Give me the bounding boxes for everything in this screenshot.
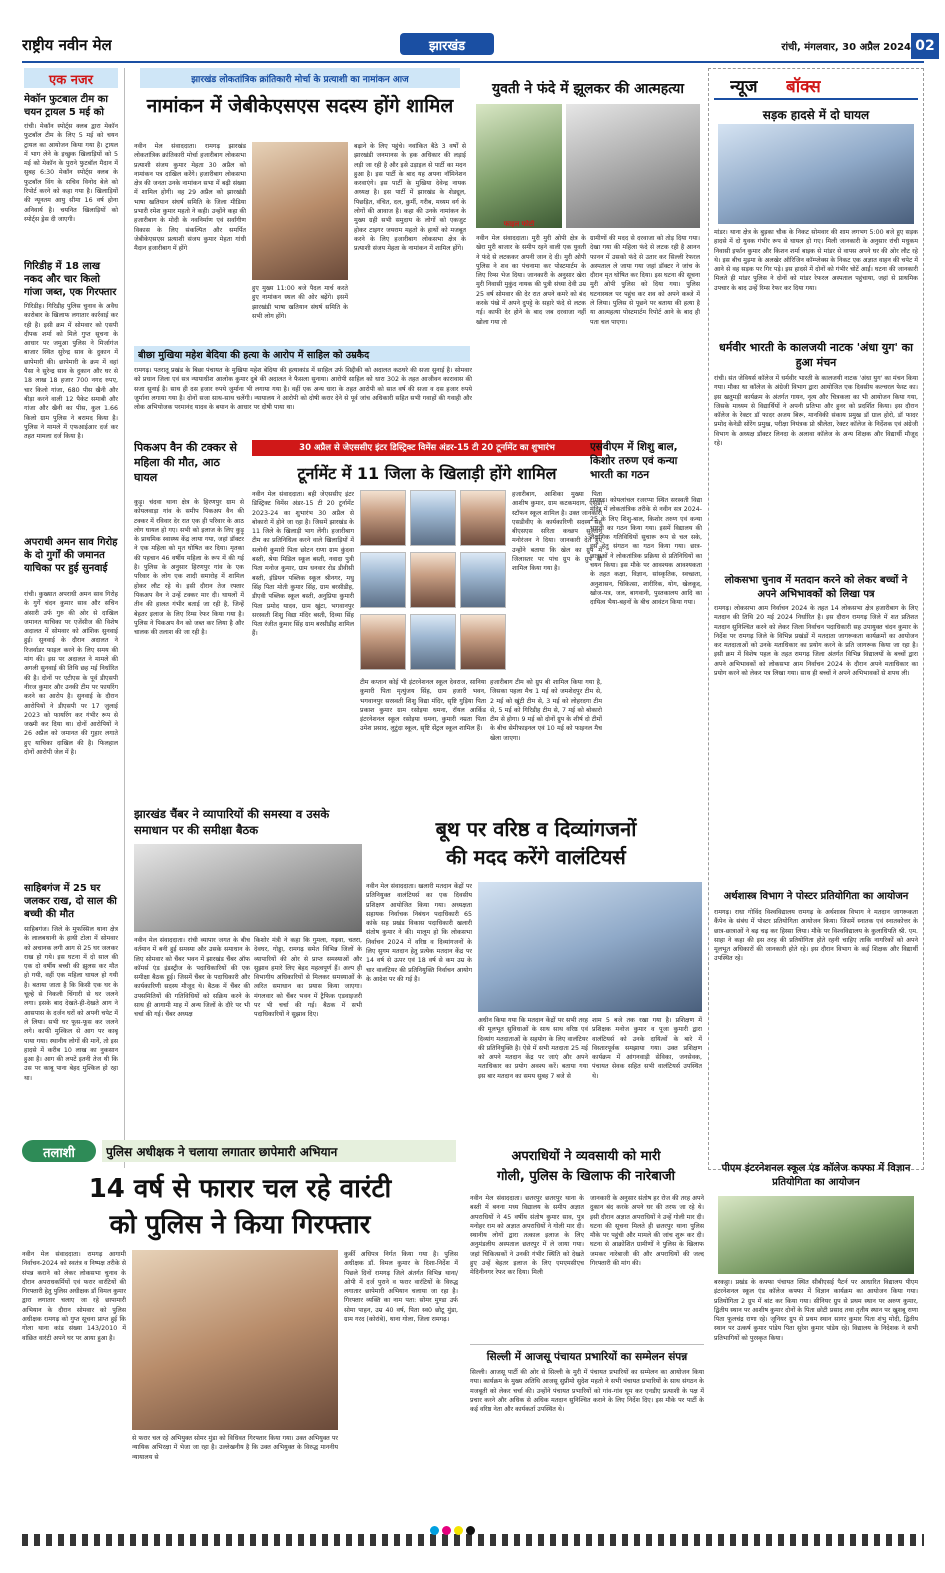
player-photo (460, 614, 506, 670)
section-label: झारखंड (428, 39, 466, 54)
swatch-magenta (442, 1526, 451, 1535)
chamber-meeting-photo (134, 844, 362, 932)
nb-3-body: रामगढ़। लोकसभा आम निर्वाचन 2024 के तहत 14 लोकसभा क्षेत्र हजारीबाग के लिए मतदान की तिथि 20 मई 2024 निर्धारित है। इस दौरान रामगढ़ जिले में शत प्रतिशत मतदान सुनिश्चित करने को लेकर जिला निर्वाचन पदाधिकारी सह उपायुक्त चंदन कुमार के निर्देश पर रामगढ़ जिले के विभिन्न प्रखंडों में मतदाता जागरूकता कार्यक्रमों का आयोजन कर मतदाताओं को उनके मताधिकार का प्रयोग करने के प्रति जागरूक किया जा रहा है। इसी क्रम में विशेष पहल के तहत रामगढ़ जिला अंतर्गत विभिन्न विद्यालयों के बच्चों द्वारा अपने अभिभावकों को लोकसभा आम निर्वाचन 2024 के दौरान अपने मताधिकार का प्रयोग करने को लेकर पत्र लिखा गया। साथ ही बच्चों ने अपने अभिभावकों से शपथ ली। (714, 605, 918, 678)
volunteers-headline-1: बूथ पर वरिष्ठ व दिव्यांगजनों (435, 817, 637, 841)
news-box-rule (714, 98, 918, 100)
police-body-1: नवीन मेल संवाददाता। रामगढ़ आगामी निर्वाचन-2024 को स्वतंत्र व निष्पक्ष तरीके से संपन्न कराने को लेकर लोकसभा चुनाव के दौरान अपराधकर्मियों एवं फरार वारंटियों की गिरफ्तारी हेतु पुलिस अधीक्षक डॉ विमल कुमार द्वारा लगातार चलाए जा रहे छापामारी अभियान के दौरान सोमवार को पुलिस अधीक्षक रामगढ़ को गुप्त सूचना प्राप्त हुई कि गोला थाना कांड संख्या 143/2010 में वांछित वारंटी अपने घर पर आया हुआ है। (22, 1251, 126, 1342)
volunteers-body-2: अधीन किया गया कि मतदान केंद्रों पर सभी तरह की मूलभूत सुविधाओं के साथ साथ वरिष्ठ एवं दिव्यांग मतदाताओं के सहयोग के लिए वालंटियर की प्रतिनियुक्ति है। ऐसे में सभी मतदाता 25 मई को अपने मतदान केंद्र पर जाएं और अपने मताधिकार का प्रयोग अवश्य करें। बताया गया इस बार मतदान का समय सुबह 7 बजे से (478, 1017, 588, 1080)
silli-body: सिल्ली। आजसू पार्टी की ओर से सिल्ली के मुरी में पंचायत प्रभारियों का सम्मेलन का आयोजन किया गया। कार्यक्रम के मुख्य अतिथि आजसू सुप्रीमो सुदेश महतो ने सभी पंचायत प्रभारियों के साथ संगठन के मजबूती को लेकर चर्चा की। उन्होंने पंचायत प्रभारियों को गांव-गांव घूम कर एनडीए प्रत्याशी के पक्ष में प्रचार करने और अधिक से अधिक मतदान सुनिश्चित कराने के लिए निर्देश दिए। इस मौके पर पार्टी के कई वरिष्ठ नेता और कार्यकर्ता उपस्थित थे। (470, 1369, 704, 1414)
nb-5-body: बरकट्ठा। प्रखंड के कफ्फा पंचायत स्थित सीबीएसई पैटर्न पर आधारित विद्यालय पीएम इंटरनेशनल स्कूल एंड कॉलेज कफ्फा में विज्ञान कार्यक्रम का आयोजन किया गया। प्रतियोगिता 2 ग्रुप में बांट कर किया गया। सीनियर ग्रुप से प्रथम स्थान पर अरुण कुमार, द्वितीय स्थान पर आशीष कुमार दोनों के पिता छोटी प्रसाद तथा तृतीय स्थान पर खुशबू राणा पिता फूलचंद्र राणा रहे। जूनियर ग्रुप से प्रथम स्थान सागर कुमार पिता शंभु मोदी, द्वितीय स्थान पर उत्कर्ष कुमार पांडेय पिता सुरेश कुमार पांडेय रहे। विद्यालय के निदेशक ने सभी प्रतिभागियों को पुरस्कृत किया। (714, 1279, 918, 1342)
tournament-body-3: टीम कप्तान कोई भी इंटरनेशनल स्कूल देवराज, सानिया कुमारी पिता मृत्युंजय सिंह, ग्राम हजारी भवन, भगवानपुर सरस्वती शिशु विद्या मंदिर, सृष्टि गुड़िया पिता प्रकाश कुमार ग्राम रसोइया धमना, रॉयल आर्किड इंटरनेशनल स्कूल रसोइया धमना, कुमारी नम्रता पिता उमेश प्रसाद, लुटुंदा स्कूल, सृष्टि सेंट्रल स्कूल शामिल हैं। (360, 679, 486, 733)
yuvati-body-2: ग्रामीणों की मदद से दरवाजा को तोड़ दिया गया। देखा गया की महिला फंदे से लटक रही है आनन फानन में उसको फंदे से उतार कर सिल्ली रेफरल अस्पताल ले जाया गया जहां डॉक्टर ने जांच के दौरान मृत घोषित कर दिया। इस घटना की सूचना मुरी ओपी पुलिस को दिया गया। पुलिस घटनास्थल पर पहुंच कर शव को अपने कब्जे में ले लिया। पुलिस से पूछने पर बताया की हत्या है या आत्महत्या पोस्टमार्टम रिपोर्ट आने के बाद ही पता चल पाएगा। (590, 235, 700, 326)
tournament-headline: टूर्नामेंट में 11 जिला के खिलाड़ी होंगे शामिल (297, 464, 557, 483)
yuvati-headline: युवती ने फंदे में झूलकर की आत्महत्या (492, 81, 684, 97)
volunteers-body-3: शाम 5 बजे तक रखा गया है। प्रशिक्षण में प्रशिक्षक मनोज कुमार व पूजा कुमारी द्वारा वालंटियर्स को उनके दायित्वों के बारे में विस्तारपूर्वक समझाया गया। उक्त प्रशिक्षण कार्यक्रम में आंगनवाड़ी सेविका, जनसेवक, पंचायत सेवक सहित सभी वालंटियर्स उपस्थित थे। (592, 1017, 702, 1080)
tournament-kicker: 30 अप्रैल से जेएससीए इंटर डिस्ट्रिक्ट विमेंस अंडर-15 टी 20 टूर्नामेंट का शुभारंभ (299, 443, 555, 453)
dateline: रांची, मंगलवार, 30 अप्रैल 2024 (781, 42, 911, 53)
ek-nazar-2-body: गिरिडीह। गिरिडीह पुलिस चुनाव के अवैध कारोबार के खिलाफ लगातार कार्रवाई कर रही है। इसी क्रम में सोमवार को एसपी दीपक शर्मा को मिले गुप्त सूचना के आधार पर जमुआ पुलिस ने मिर्जागंज बाजार स्थित सुरेन्द्र साव के दुकान में छापेमारी की। छापेमारी के क्रम में वहां पैसा ने सुरेन्द्र साव के दुकान और घर से 18 लाख 18 हजार 700 नगद रुपए, चार किलो गांजा, 680 पीस खैनी और बीड़ा करने वाली 12 पैकेट समाबी और गांजा और खैनी का पीस, कुल 1.66 किलो ग्राम पुलिस ने बरामद किया है। पुलिस ने मामले में एफआईआर दर्ज कर तहत मामला दर्ज किया है। (24, 303, 118, 441)
ek-nazar-3-headline: अपराधी अमन साव गिरोह के दो गुर्गों की जमानत याचिका पर हुई सुनवाई (24, 537, 118, 574)
science-competition-photo (718, 1196, 914, 1274)
nb-4-headline: अर्थशास्त्र विभाग ने पोस्टर प्रतियोगिता का आयोजन (723, 891, 909, 902)
police-headline-1: 14 वर्ष से फारार चल रहे वारंटी (88, 1174, 392, 1204)
police-body-3: से फरार चल रहे अभियुक्त सोमर मुंडा को विधिवत गिरफ्तार किया गया। उक्त अभियुक्त पर न्यायिक अभिरक्षा में भेजा जा रहा है। उल्लेखनीय है कि उक्त अभियुक्त के विरुद्ध माननीय न्यायालय से (132, 1435, 338, 1461)
pickup-body: कुड़ू। चंदवा थाना क्षेत्र के हिरणपुर ग्राम से कोयलवाड़ा गांव के समीप पिकअप वैन की टक्कर में रविवार देर रात एक ही परिवार के आठ लोग घायल हो गए। सभी को इलाज के लिए कुड़ू के प्राथमिक स्वास्थ्य केंद्र लाया गया, जहां डॉक्टर ने एक महिला को मृत घोषित कर दिया। मृतका की पहचान 46 वर्षीय महिला के रूप में की गई है। पुलिस के अनुसार हिरणपुर गांव के एक परिवार के लोग एक शादी समारोह में शामिल होकर लौट रहे थे। इसी दौरान तेज रफ्तार पिकअप वैन ने उन्हें टक्कर मार दी। घायलों में तीन की हालत गंभीर बताई जा रही है, जिन्हें बेहतर इलाज के लिए रिम्स रेफर किया गया है। पुलिस ने पिकअप वैन को जब्त कर लिया है और चालक की तलाश की जा रही है। (134, 499, 244, 637)
loot-body-1: नवीन मेल संवाददाता। छतरपुर छतरपुर थाना के बस्ती में बनना मध्य विद्यालय के समीप अज्ञात अपराधियों ने 45 वर्षीय संतोष कुमार साव, पुत्र मनोहर राम को अज्ञात अपराधियों ने गोली मार दी। स्थानीय लोगों द्वारा तत्काल इलाज के लिए अनुमंडलीय अस्पताल छतरपुर में ले जाया गया। जहां चिकित्सकों ने उनकी गंभीर स्थिति को देखते हुए उन्हें बेहतर इलाज के लिए एमएमसीएच मेदिनीनगर रेफर कर दिया। मिली (470, 1195, 584, 1277)
masthead (22, 33, 935, 59)
jmm-kicker: झारखंड लोकतांत्रिक क्रांतिकारी मोर्चा के प्रत्याशी का नामांकन आज (191, 75, 409, 85)
player-photo (410, 490, 456, 546)
police-tag: तलाशी (43, 1146, 75, 1161)
column-divider (124, 68, 125, 1168)
ek-nazar-4-headline: साहिबगंज में 25 घर जलकर राख, दो साल की बच्ची की मौत (24, 883, 117, 920)
jmm-body-2: बढ़ाने के लिए पहुंचे। नवांकित बैठे 3 वर्षों से झारखंडी जनमानस के हक अधिकार की लड़ाई लड़ी जा रही है और इसे उड़ाइल से पार्टी का मदन हुआ है। इस पार्टी के बाद यह अपना नॉमिनेशन करवाएंगे। इस पार्टी के मुखिया देवेन्द्र नायक अध्यक्ष है। इस पार्टी में झारखंड के शेड्यूल, पिछड़ित, वंचित, दल, कुर्मी, गरीब, मध्यम वर्ग के लोगों की आवाज है। कहा की उनके नामांकन के मुख्य ग्रही सभी समुदाय के लोगों को एकजुट होकर टाइगर जयराम महतो के हाथों को मजबूत करने के लिए हजारीबाग लोकसभा क्षेत्र के प्रत्याशी संजय मेहता के नामांकन में शामिल होंगे। (354, 143, 466, 253)
svm-body: रामगढ़। कोयलांचल रजरप्पा स्थित सरस्वती विद्या मंदिर में लोकतांत्रिक तरीके से नवीन सत्र 2024-25 के लिए शिशु-बाल, किशोर तरुण एवं कन्या भारती का गठन किया गया। इसमें विद्यालय की शैक्षणिक गतिविधियों सुचारू रूप से चल सके, इस हेतु संगठन का गठन किया गया। छात्र-छात्राओं ने लोकतांत्रिक प्रक्रिया से प्रतिनिधियों का चयन किया। इस मौके पर आवश्यक आवश्यकता के तहत कक्षा, विज्ञान, सांस्कृतिक, स्वच्छता, अनुशासन, चिकित्सा, शारीरिक, योग, खेलकूद, खोज-पत्र, जल, बागवानी, पुस्तकालय आदि का दायित्व भैया-बहनों के बीच आवंटन किया गया। (590, 497, 702, 607)
page-number: 02 (911, 33, 939, 59)
police-body-2: कुर्की अधिपत्र निर्गत किया गया है। पुलिस अधीक्षक डॉ. विमल कुमार के दिशा-निर्देश में पिछले दिनों रामगढ़ जिले अंतर्गत विभिन्न थाना/ओपी में दर्ज पुराने व फरार वारंटियों के विरुद्ध लगातार छापेमारी अभियान चलाया जा रहा है। गिरफ्तार व्यक्ति का नाम पता: सोमर मुण्डा उर्फ सोमा पाहन, उम्र 40 वर्ष, पिता स्व0 छोटू मुंडा, ग्राम गरद (कोरांबे), थाना गोला, जिला रामगढ़। (344, 1251, 458, 1324)
nb-3-headline: लोकसभा चुनाव में मतदान करने को लेकर बच्चों ने अपने अभिभावकों को लिखा पत्र (724, 575, 908, 600)
svm-headline: एसवीएम में शिशु बाल, किशोर तरुण एवं कन्या भारती का गठन (590, 441, 678, 481)
chamber-body-2: किशोर मंत्री ने कहा कि गुमला, गढ़वा, चतरा, देवघर, गोड्डा, रामगढ़ समेत विभिन्न जिलों के व्यापारियों की ओर से प्राप्त समस्याओं और सुझाव हमारे लिए बेहद महत्वपूर्ण हैं। अल्प ही विभागीय अधिकारियों से मिलकर समस्याओं के त्वरित समाधान का प्रयास किया जाएगा। मंगलवार को चैंबर भवन में ट्रैफिक एडवाइजरी पर भी चर्चा की गई। बैठक में सभी पदाधिकारियों ने सुझाव दिए। (254, 937, 362, 1019)
loot-headline-1: अपराधियों ने व्यवसायी को मारी (511, 1149, 661, 1164)
nb-1-body: मांडर। थाना क्षेत्र के बुड़का चौक के निकट सोमवार की शाम लगभग 5:00 बजे हुए सड़क हादसे में दो युवक गंभीर रूप से घायल हो गए। मिली जानकारी के अनुसार रांची मधुकम निवासी इर्फान कुमार और किशन शर्मा बाइक से मांडर से वापस अपने घर की ओर लौट रहे थे। इस बीच मुड़मा के अलखेर ऑरिजिन कॉम्प्लेक्स के निकट एक अज्ञात वाहन की चपेट में आने से वह सड़क पर गिर पड़े। इस हादसे में दोनों को गंभीर चोटें आईं। घटना की जानकारी मिलते ही मांडर पुलिस ने दोनों को मांडर रेफरल अस्पताल पहुंचाया, जहां से प्राथमिक उपचार के बाद उन्हें रिम्स रेफर कर दिया गया। (714, 229, 918, 292)
yuvati-photo-2 (566, 104, 700, 228)
player-photo (360, 614, 406, 670)
chamber-headline: झारखंड चैंबर ने व्यापारियों की समस्या व उसके समाधान पर की समीक्षा बैठक (134, 807, 330, 837)
tournament-body-2: हजारीबाग, आशिका मुख्या पिता आशीष कुमार, ग्राम कटकमदाग, एसडी स्टॉफन स्कूल शामिल है। उक्त जानकारी एसडीवीए के कार्यकारिणी सदस्य सह बीएसएस सरिता कच्छप सुल्तान मनोरंजन ने दिया। जानकारी देते हुए उन्होंने बताया कि खेल का ग्रुप में जिलास्तर पर पांच ग्रुप के ग्रुप बी शामिल किया गया है। (512, 491, 602, 573)
bichha-headline: बीछा मुखिया महेश बेदिया की हत्या के आरोप में साहिल को उम्रकैद (138, 350, 370, 361)
silli-rule (470, 1344, 704, 1345)
ek-nazar-label: एक नजर (49, 73, 93, 88)
police-kicker: पुलिस अधीक्षक ने चलाया लगातार छापेमारी अभियान (106, 1145, 338, 1159)
pickup-headline: पिकअप वैन की टक्कर से महिला की मौत, आठ घायल (134, 441, 237, 484)
jmm-photo-caption: हुए मुख्य 11:00 बजे पैदल मार्च करते हुए नामांकन स्थल की ओर बढ़ेंगे। इसमें झारखंडी भाषा खतियान संघर्ष समिति के सभी लोग होंगे। (252, 285, 348, 320)
footer-registration-bar (22, 1534, 924, 1546)
chamber-body-1: नवीन मेल संवाददाता। रांची व्यापार जगत के बीच वर्तमान में बनी हुई समस्या और उसके समाधान के लिए सोमवार को चैंबर भवन में झारखंड चैंबर ऑफ कॉमर्स एंड इंडस्ट्रीज के पदाधिकारियों की एक समीक्षा बैठक हुई। जिसमें चैंबर के पदाधिकारी और कार्यकारिणी सदस्य मौजूद थे। बैठक में चैंबर की उपसमितियों की गतिविधियों को सक्रिय करने के साथ ही आगामी माह में अन्य जिलों के दौरे पर भी चर्चा की गई। चैंबर अध्यक्ष (134, 937, 250, 1019)
player-photo (360, 552, 406, 608)
color-swatches (430, 1520, 520, 1532)
volunteers-body-1: नवीन मेल संवाददाता। खलारी मतदान केंद्रों पर प्रतिनियुक्त वालंटियर्स का एक दिवसीय प्रशिक्षण आयोजित किया गया। अध्यक्षता सहायक निर्वाचक निबंधन पदाधिकारी 65 कांके सह प्रखंड विकास पदाधिकारी खलारी संतोष कुमार ने की। मालूम हो कि लोकसभा निर्वाचन 2024 में वरिष्ठ व दिव्यांगजनों के लिए सुगम मतदान हेतु प्रत्येक मतदान केंद्र पर 14 वर्ष से ऊपर एवं 18 वर्ष से कम उम्र के चार वालंटियर की प्रतिनियुक्ति निर्वाचन आयोग के आदेश पर की गई है। (366, 883, 472, 983)
ek-nazar-4-body: साहिबगंज। जिले के मुफस्सिल थाना क्षेत्र के लालबथानी के हाथी टोला में सोमवार को अचानक लगी आग से 25 घर जलकर राख हो गये। इस घटना में दो साल की एक दो वर्षीय बच्ची की झुलस कर मौत हो गयी, वहीं एक महिला घायल हो गयी है। बताया जाता है कि किसी एक घर के चूल्हे से निकली चिंगारी से घर जलने लगा। इसके बाद देखते-ही-देखते आग ने आसपास के दर्जन घरों को अपनी चपेट में ले लिया। सभी घर फूस-फूस कर जलने लगे। काफी मुश्किल से आग पर काबू पाया गया। स्थानीय लोगों की मानें, तो इस हादसे में करीब 10 लाख का नुकसान हुआ है। आग की लपटें इतनी तेज थी कि उस पर काबू पाना बेहद मुश्किल हो रहा था। (24, 926, 118, 1082)
ek-nazar-1-headline: मेकॉन फुटबाल टीम का चयन ट्रायल 5 मई को (24, 94, 108, 118)
nb-2-body: रांची। संत जेवियर्स कॉलेज में धर्मवीर भारती के कालजयी नाटक 'अंधा युग' का मंचन किया गया। मौका था कॉलेज के अंग्रेजी विभाग द्वारा आयोजित एक दिवसीय कल्चरल फेस्ट का। इस खतुमड़ी कार्यक्रम के अंतर्गत गायन, नृत्य और चित्रकला का भी आयोजन किया गया, जिसके माध्यम से विद्यार्थियों ने अपनी प्रतिभा और हुनर को प्रदर्शित किया। इस दौरान कॉलेज के रेक्टर डॉ फादर अजय बिरू, मानविकी संकाय प्रमुख डॉ ग्राल होरो, डॉ फादर प्रमोद केनेडी सोरेंग प्रमुख, परीक्षा नियंत्रक प्रो श्रीलेता, रेक्टर कॉलेज के निर्देशक एवं अंग्रेजी विभाग के अध्यक्ष डॉक्टर लिनदा के अलावा कॉलेज के अन्य शिक्षक और विद्यार्थी मौजूद रहे। (714, 375, 918, 448)
volunteers-training-photo (478, 882, 702, 1012)
police-headline-2: को पुलिस ने किया गिरफ्तार (109, 1210, 371, 1240)
silli-headline: सिल्ली में आजसू पंचायत प्रभारियों का सम्मेलन संपन्न (486, 1351, 688, 1363)
yuvati-photo-label: फाइल फोटो (503, 220, 535, 228)
loot-body-2: जानकारी के अनुसार संतोष हर रोज की तरह अपने दुकान बंद करके अपने घर की तरफ जा रहे थे। इसी दौरान अज्ञात अपराधियों ने उन्हें गोली मार दी। घटना की सूचना मिलते ही छतरपुर थाना पुलिस मौके पर पहुंची और मामले की जांच शुरू कर दी। घटना से आक्रोशित ग्रामीणों ने पुलिस के खिलाफ जमकर नारेबाजी की और अपराधियों की जल्द गिरफ्तारी की मांग की। (590, 1195, 704, 1268)
player-photo (460, 552, 506, 608)
swatch-black (466, 1526, 475, 1535)
ek-nazar-3-body: रांची। कुख्यात अपराधी अमन साव गिरोह के गुर्गे चंदन कुमार साव और सचिन अंसारी उर्फ गुरु की ओर से दाखिल जमानत याचिका पर एजेंसीज की विशेष अदालत में सोमवार को आंशिक सुनवाई हुई। सुनवाई के दौरान अदालत ने रिजर्वाडर फाइल करने के लिए समय की मांग की। इस पर अदालत ने मामले की अगली सुनवाई की तिथि छह मई निर्धारित की है। दोनों पर एटीएस के पूर्व डीएसपी नीरज कुमार और उनकी टीम पर फायरिंग करने का आरोप है। सुनवाई के दौरान आरोपियों ने डीएसपी पर 17 जुलाई 2023 को फायरिंग कर गंभीर रूप से जख्मी कर दिया था। दोनों आरोपियों ने 26 अप्रैल को जमानत की गुहार लगाते हुए याचिका दाखिल की है। फिलहाल दोनों आरोपी जेल में है। (24, 591, 118, 757)
player-photo (410, 614, 456, 670)
nb-1-headline: सड़क हादसे में दो घायल (762, 108, 870, 122)
news-box-title-1: न्यूज (730, 77, 758, 97)
ek-nazar-2-headline: गिरिडीह में 18 लाख नकद और चार किलो गांजा जब्त, एक गिरफ्तार (24, 261, 117, 298)
bichha-body: रामगढ़। पतरातू प्रखंड के बिछा पंचायत के मुखिया महेश बेदिया की हत्याकांड में साहिल उर्फ सिद्दीकी को अदालत कठघरे की सजा सुनाई है। सोमवार को प्रधान जिला एवं सत्र न्यायाधीश आलोक कुमार दुबे की अदालत ने फैसला सुनाया। आरोपी साहिल को धारा 302 के तहत आजीवन कारावास की सजा सुनाई है। साथ ही दस हजार रुपये जुर्माना भी लगाया गया है। वहीं एक अन्य धारा के तहत आरोपी को सात वर्ष की सजा व दस हजार रुपये जुर्माना लगाया गया है। दोनों सजा साथ-साथ चलेंगी। न्यायालय ने आरोपी को दोषी करार देने से पूर्व जांच अधिकारी सहित सभी गवाहों की गवाही और लोक अभियोजक परमानंद यादव के बयान के आधार पर दोषी पाया था। (134, 367, 472, 412)
jmm-headline: नामांकन में जेबीकेएसएस सदस्य होंगे शामिल (146, 95, 454, 117)
news-box-title-2: बॉक्स (786, 77, 821, 97)
candidate-photo (252, 142, 348, 280)
player-photo-grid (360, 490, 510, 672)
swatch-cyan (430, 1526, 439, 1535)
police-arrest-photo (132, 1250, 338, 1430)
nb-4-body: रामगढ़। राधा गोविंद विश्वविद्यालय रामगढ़ के अर्थशास्त्र विभाग ने मतदान जागरूकता कैंपेन के संबंध में पोस्टर प्रतियोगिता आयोजन किया। जिसमें स्नातक एवं स्नातकोत्तर के छात्र-छात्राओं ने बढ़ चढ़ कर हिस्सा लिया। मौके पर विश्वविद्यालय के कुलाधिपति श्री. एम. साहा ने कहा की इस तरह की प्रतियोगिता होते रहनी चाहिए ताकि नागरिकों को अपने मूलभूत अधिकारों की जानकारी होते रहे। इस दौरान विभाग के कई शिक्षक और विद्यार्थी उपस्थित रहे। (714, 909, 918, 963)
nb-5-headline: पीएम इंटरनेशनल स्कूल एंड कॉलेज कफ्फा में विज्ञान प्रतियोगिता का आयोजन (721, 1163, 911, 1188)
jmm-body-1: नवीन मेल संवाददाता। रामगढ़ झारखंड लोकतांत्रिक क्रांतिकारी मोर्चा हजारीबाग लोकसभा प्रत्याशी संजय कुमार मेहता 30 अप्रैल को नामांकन पत्र दाखिल करेंगे। हजारीबाग लोकसभा क्षेत्र की जनता उनके नामांकन सभा में बढ़ी संख्या में शामिल होगी। वह 29 अप्रैल को झारखंडी भाषा खतियान संघर्ष समिति के जिला मीडिया प्रभारी रमेश कुमार महतो ने कही। उन्होंने कहा की हजारीबाग के मोदी के नवनिर्माण एवं सर्वांगीण विकास के लिए संकल्पित और समर्पित जेबीकेएसएस प्रत्याशी संजय कुमार मेहता गांधी मैदान हजारीबाग में होंगे (134, 143, 246, 253)
player-photo (460, 490, 506, 546)
volunteers-headline-2: की मदद करेंगे वालंटियर्स (446, 845, 626, 869)
player-photo (360, 490, 406, 546)
swatch-yellow (454, 1526, 463, 1535)
tournament-body-4: हजारीबाग टीम को ग्रुप बी शामिल किया गया है, जिसका पहला मैच 1 मई को जमशेदपुर टीम से, 2 मई को खूंटी टीम से, 3 मई को लोहरदगा टीम से, 5 मई को गिरिडीह टीम से, 7 मई को बोकारो टीम से होगा। 9 मई को दोनों ग्रुप के शीर्ष दो टीमों के बीच सेमीफाइनल एवं 10 मई को फाइनल मैच खेला जाएगा। (490, 679, 602, 742)
player-photo (410, 552, 456, 608)
yuvati-body-1: नवीन मेल संवाददाता। मुरी मुरी ओपी क्षेत्र के खेरा मुरी बाजार के समीप रहने वाली एक युवती ने फंदे से लटककर अपनी जान दे दी। मुरी ओपी पुलिस ने शव का पंचनामा कर पोस्टमार्टम के लिए रिम्स भेज दिया। जानकारी के अनुसार खेरा मुरी निवासी मुकुंद नायक की पुत्री संध्या देवी उम्र 25 वर्ष सोमवार की देर रात अपने कमरे को बंद करके पंखे में अपने दुपट्टे के सहारे फंदे से लटक गई। काफी देर होने के बाद जब दरवाजा नहीं खोला गया तो (476, 235, 586, 326)
ek-nazar-1-body: रांची। मेकॉन स्पोर्ट्स क्लब द्वारा मेकॉन फुटबॉल टीम के लिए 5 मई को चयन ट्रायल का आयोजन किया गया है। ट्रायल में भाग लेने के इच्छुक खिलाड़ियों को 5 मई को मेकॉन के पुराने फुटबॉल मैदान में सुबह 6:30 मेकॉन स्पोर्ट्स क्लब के फुटबॉल विंग के सचिव विनोद बेले को रिपोर्ट करने को कहा गया है। खिलाड़ियों की न्यूनतम आयु सीमा 16 वर्ष होना अनिवार्य है। चयनित खिलाड़ियों को स्पोर्ट्स ड्रेस दी जाएगी। (24, 123, 118, 223)
tournament-body-1: नवीन मेल संवाददाता। बही जेएससीए इंटर डिस्ट्रिक्ट विमेंस अंडर-15 टी 20 टूर्नामेंट 2023-24 का शुभारंभ 30 अप्रैल से बोकारो में होने जा रहा है। जिसमें झारखंड के 11 जिले के खिलाड़ी भाग लेंगी। हजारीबाग टीम का प्रतिनिधित्व करने वाले खिलाड़ियों में सलोनी कुमारी पिता छोटन राणा ग्राम कुंदवा बस्ती, श्रेया मिडिल स्कूल बस्ती, नवादा पुत्री पिता मनोज कुमार, ग्राम धनवार रोड डीवीसी बस्ती, इंडियन पब्लिक स्कूल श्रीनगर, मधु सिंह पिता मोती कुमार सिंह, ग्राम बरसीडीह, डीएवी पब्लिक स्कूल बस्ती, अनुप्रिया कुमारी पिता प्रमोद यादव, ग्राम खुंटा, भगवानपुर सरस्वती शिशु विद्या मंदिर बस्ती, दिव्या सिंह पिता रंजीत कुमार सिंह ग्राम बरसीडीह शामिल हैं। (252, 491, 354, 638)
loot-headline-2: गोली, पुलिस के खिलाफ की नारेबाजी (496, 1169, 676, 1184)
masthead-rule (22, 61, 924, 63)
accident-photo (718, 124, 914, 224)
yuvati-photo-1 (476, 104, 562, 228)
paper-name: राष्ट्रीय नवीन मेल (22, 36, 112, 54)
nb-2-headline: धर्मवीर भारती के कालजयी नाटक 'अंधा युग' का हुआ मंचन (719, 341, 913, 369)
